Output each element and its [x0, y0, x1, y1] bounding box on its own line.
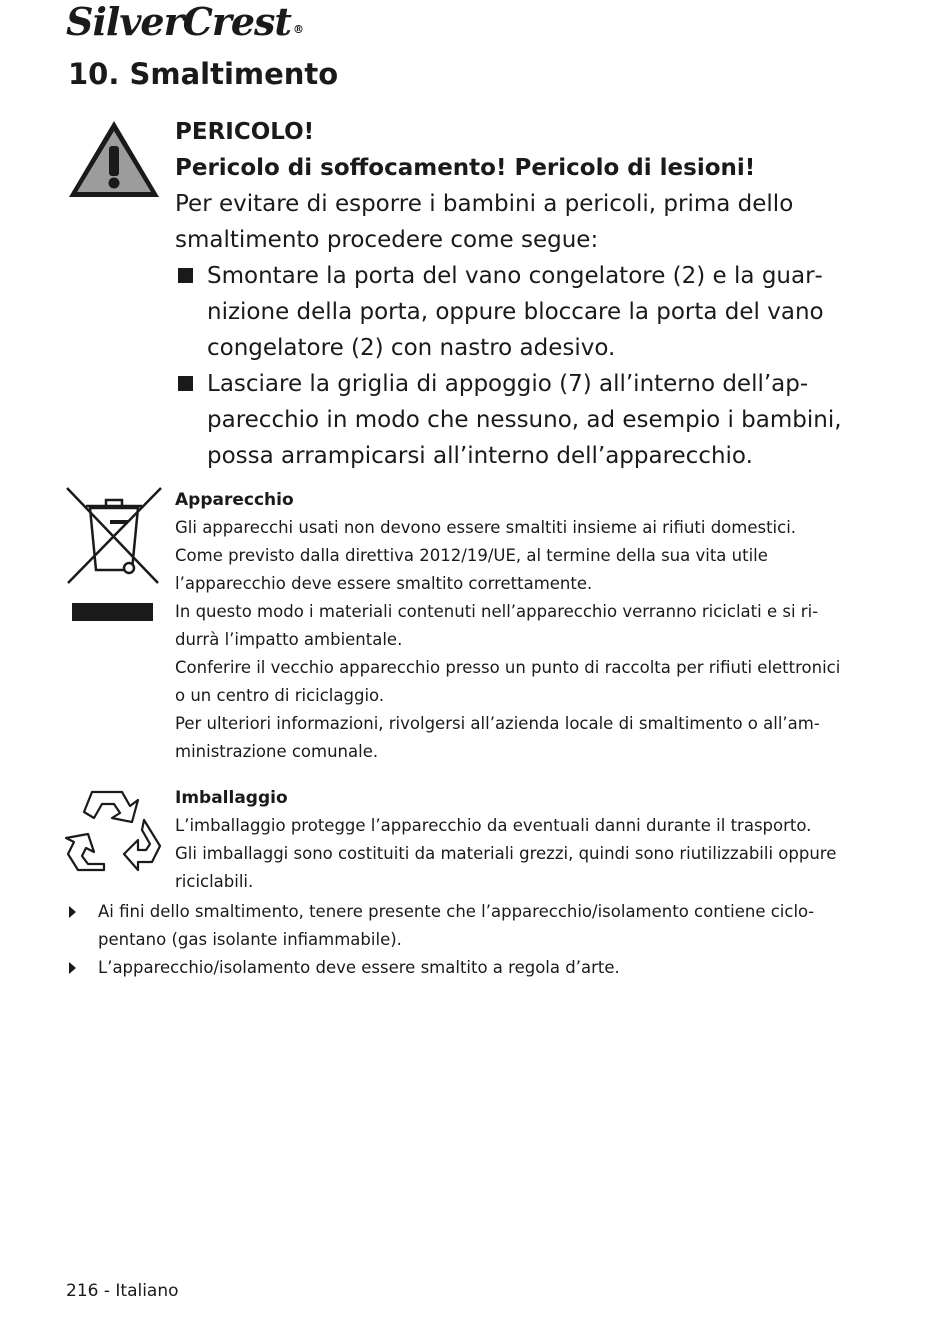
- warning-list-item: [175, 258, 875, 366]
- appliance-paragraph: Gli apparecchi usati non devono essere smaltiti insieme ai rifiuti domestici.: [175, 518, 797, 537]
- section-title: 10. Smaltimento: [68, 57, 339, 91]
- appliance-paragraph: Come previsto dalla direttiva 2012/19/UE, al termine della sua vita utile l’apparecchio deve essere smaltito correttamente.: [175, 546, 768, 593]
- warning-list-item: [175, 366, 875, 474]
- note-item: [66, 954, 856, 982]
- square-bullet-icon: [178, 268, 193, 283]
- warning-triangle-icon: [66, 118, 162, 200]
- packaging-section: [175, 784, 855, 896]
- triangle-bullet-icon: [69, 906, 76, 918]
- notes-list: [66, 898, 856, 982]
- registered-mark: ®: [292, 23, 303, 36]
- warning-subtitle: Pericolo di soffocamento! Pericolo di lesioni!: [175, 155, 756, 181]
- warning-title: PERICOLO!: [175, 119, 315, 145]
- warning-intro: Per evitare di esporre i bambini a pericoli, prima dello smaltimento procedere come segue:: [175, 191, 794, 253]
- appliance-title: Apparecchio: [175, 490, 294, 510]
- appliance-paragraph: Per ulteriori informazioni, rivolgersi all’azienda locale di smaltimento o all’amministrazione comunale.: [175, 714, 820, 761]
- packaging-paragraph: Gli imballaggi sono costituiti da materiali grezzi, quindi sono riutilizzabili oppure riciclabili.: [175, 844, 837, 891]
- brand-name: SilverCrest: [66, 0, 291, 44]
- packaging-paragraph: L’imballaggio protegge l’apparecchio da eventuali danni durante il trasporto.: [175, 816, 812, 835]
- note-item-text: L’apparecchio/isolamento deve essere smaltito a regola d’arte.: [98, 958, 620, 977]
- appliance-paragraph: In questo modo i materiali contenuti nell’apparecchio verranno riciclati e si ridurrà l’impatto ambientale.: [175, 602, 819, 649]
- note-item-text: Ai fini dello smaltimento, tenere presente che l’apparecchio/isolamento contiene ciclopentano (gas isolante infiammabile).: [98, 902, 815, 949]
- crossed-out-bin-icon: [64, 486, 164, 624]
- appliance-paragraph: Conferire il vecchio apparecchio presso un punto di raccolta per rifiuti elettronici o un centro di riciclaggio.: [175, 658, 841, 705]
- warning-block: [175, 114, 875, 474]
- recycle-icon: [64, 786, 164, 878]
- square-bullet-icon: [178, 376, 193, 391]
- brand-logo: [66, 0, 303, 44]
- page-footer: 216 - Italiano: [66, 1281, 179, 1301]
- note-item: [66, 898, 856, 954]
- warning-list-item-text: Lasciare la griglia di appoggio (7) all’interno dell’apparecchio in modo che nessuno, ad esempio i bambini, possa arrampicarsi all’interno dell’apparecchio.: [207, 371, 842, 469]
- warning-list: [175, 258, 875, 474]
- warning-list-item-text: Smontare la porta del vano congelatore (2) e la guarnizione della porta, oppure bloccare la porta del vano congelatore (2) con nastro adesivo.: [207, 263, 824, 361]
- packaging-title: Imballaggio: [175, 788, 288, 808]
- triangle-bullet-icon: [69, 962, 76, 974]
- appliance-section: [175, 486, 855, 766]
